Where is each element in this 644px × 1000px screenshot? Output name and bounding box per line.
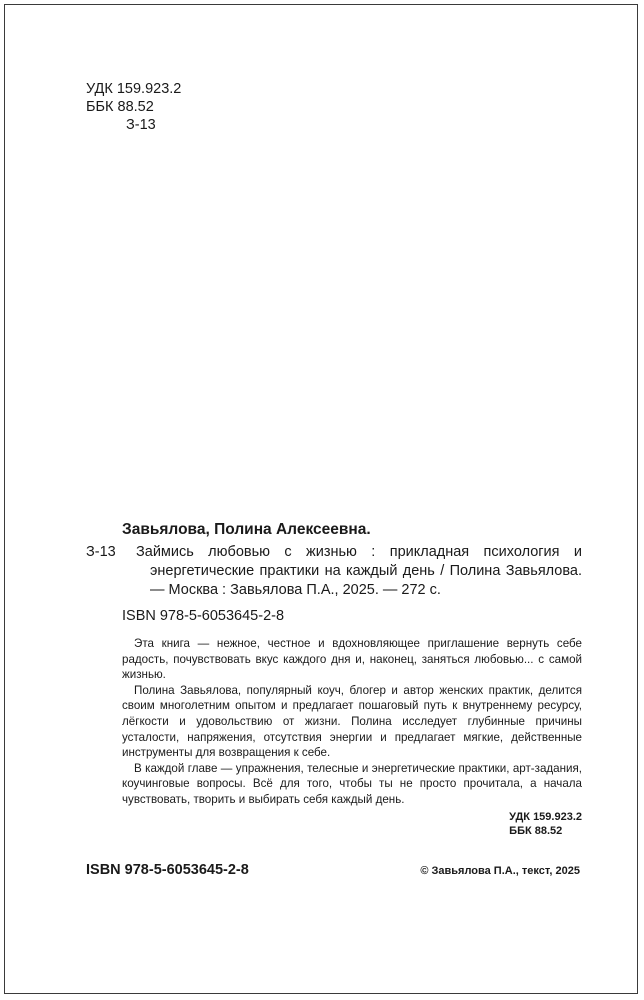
footer-isbn: ISBN 978-5-6053645-2-8 — [86, 862, 249, 878]
udk-code: УДК 159.923.2 — [86, 81, 182, 97]
catalog-title-block — [86, 543, 582, 600]
bbk-code: ББК 88.52 — [86, 99, 154, 115]
annotation-paragraph: Полина Завьялова, популярный коуч, блогер и автор женских практик, делится своим многолетним опытом и предлагает пошаговый путь к внутреннему ресурсу, лёгкости и удовольствию от жизни. Полина исследует глубинные причины усталости, напряжения, отсутствия энергии и предлагает мягкие, действенные инструменты для возвращения к себе. — [122, 683, 582, 760]
annotation-udk: УДК 159.923.2 — [509, 810, 582, 823]
annotation — [122, 636, 582, 838]
catalog-isbn: ISBN 978-5-6053645-2-8 — [122, 608, 285, 624]
author-mark: З-13 — [126, 117, 156, 133]
annotation-classification — [122, 810, 582, 838]
annotation-paragraph: В каждой главе — упражнения, телесные и энергетические практики, арт-задания, коучинговые вопросы. Всё для того, чтобы ты не просто прочитала, а начала чувствовать, творить и выбирать себя каждый день. — [122, 761, 582, 806]
catalog-card — [86, 520, 582, 838]
catalog-author: Завьялова, Полина Алексеевна. — [122, 521, 371, 538]
annotation-paragraph: Эта книга — нежное, честное и вдохновляющее приглашение вернуть себе радость, почувствовать вкус каждого дня и, наконец, заняться любовью... с самой жизнью. — [122, 637, 582, 682]
catalog-author-mark: З-13 — [86, 544, 116, 560]
catalog-title-description: Займись любовью с жизнью : прикладная психология и энергетические практики на каждый день / Полина Завьялова. — Москва : Завьялова П.А., 2025. — 272 с. — [136, 544, 582, 598]
footer-copyright: © Завьялова П.А., текст, 2025 — [420, 865, 580, 877]
page-border — [4, 4, 638, 994]
classification-header — [86, 80, 181, 134]
annotation-bbk: ББК 88.52 — [509, 824, 563, 837]
